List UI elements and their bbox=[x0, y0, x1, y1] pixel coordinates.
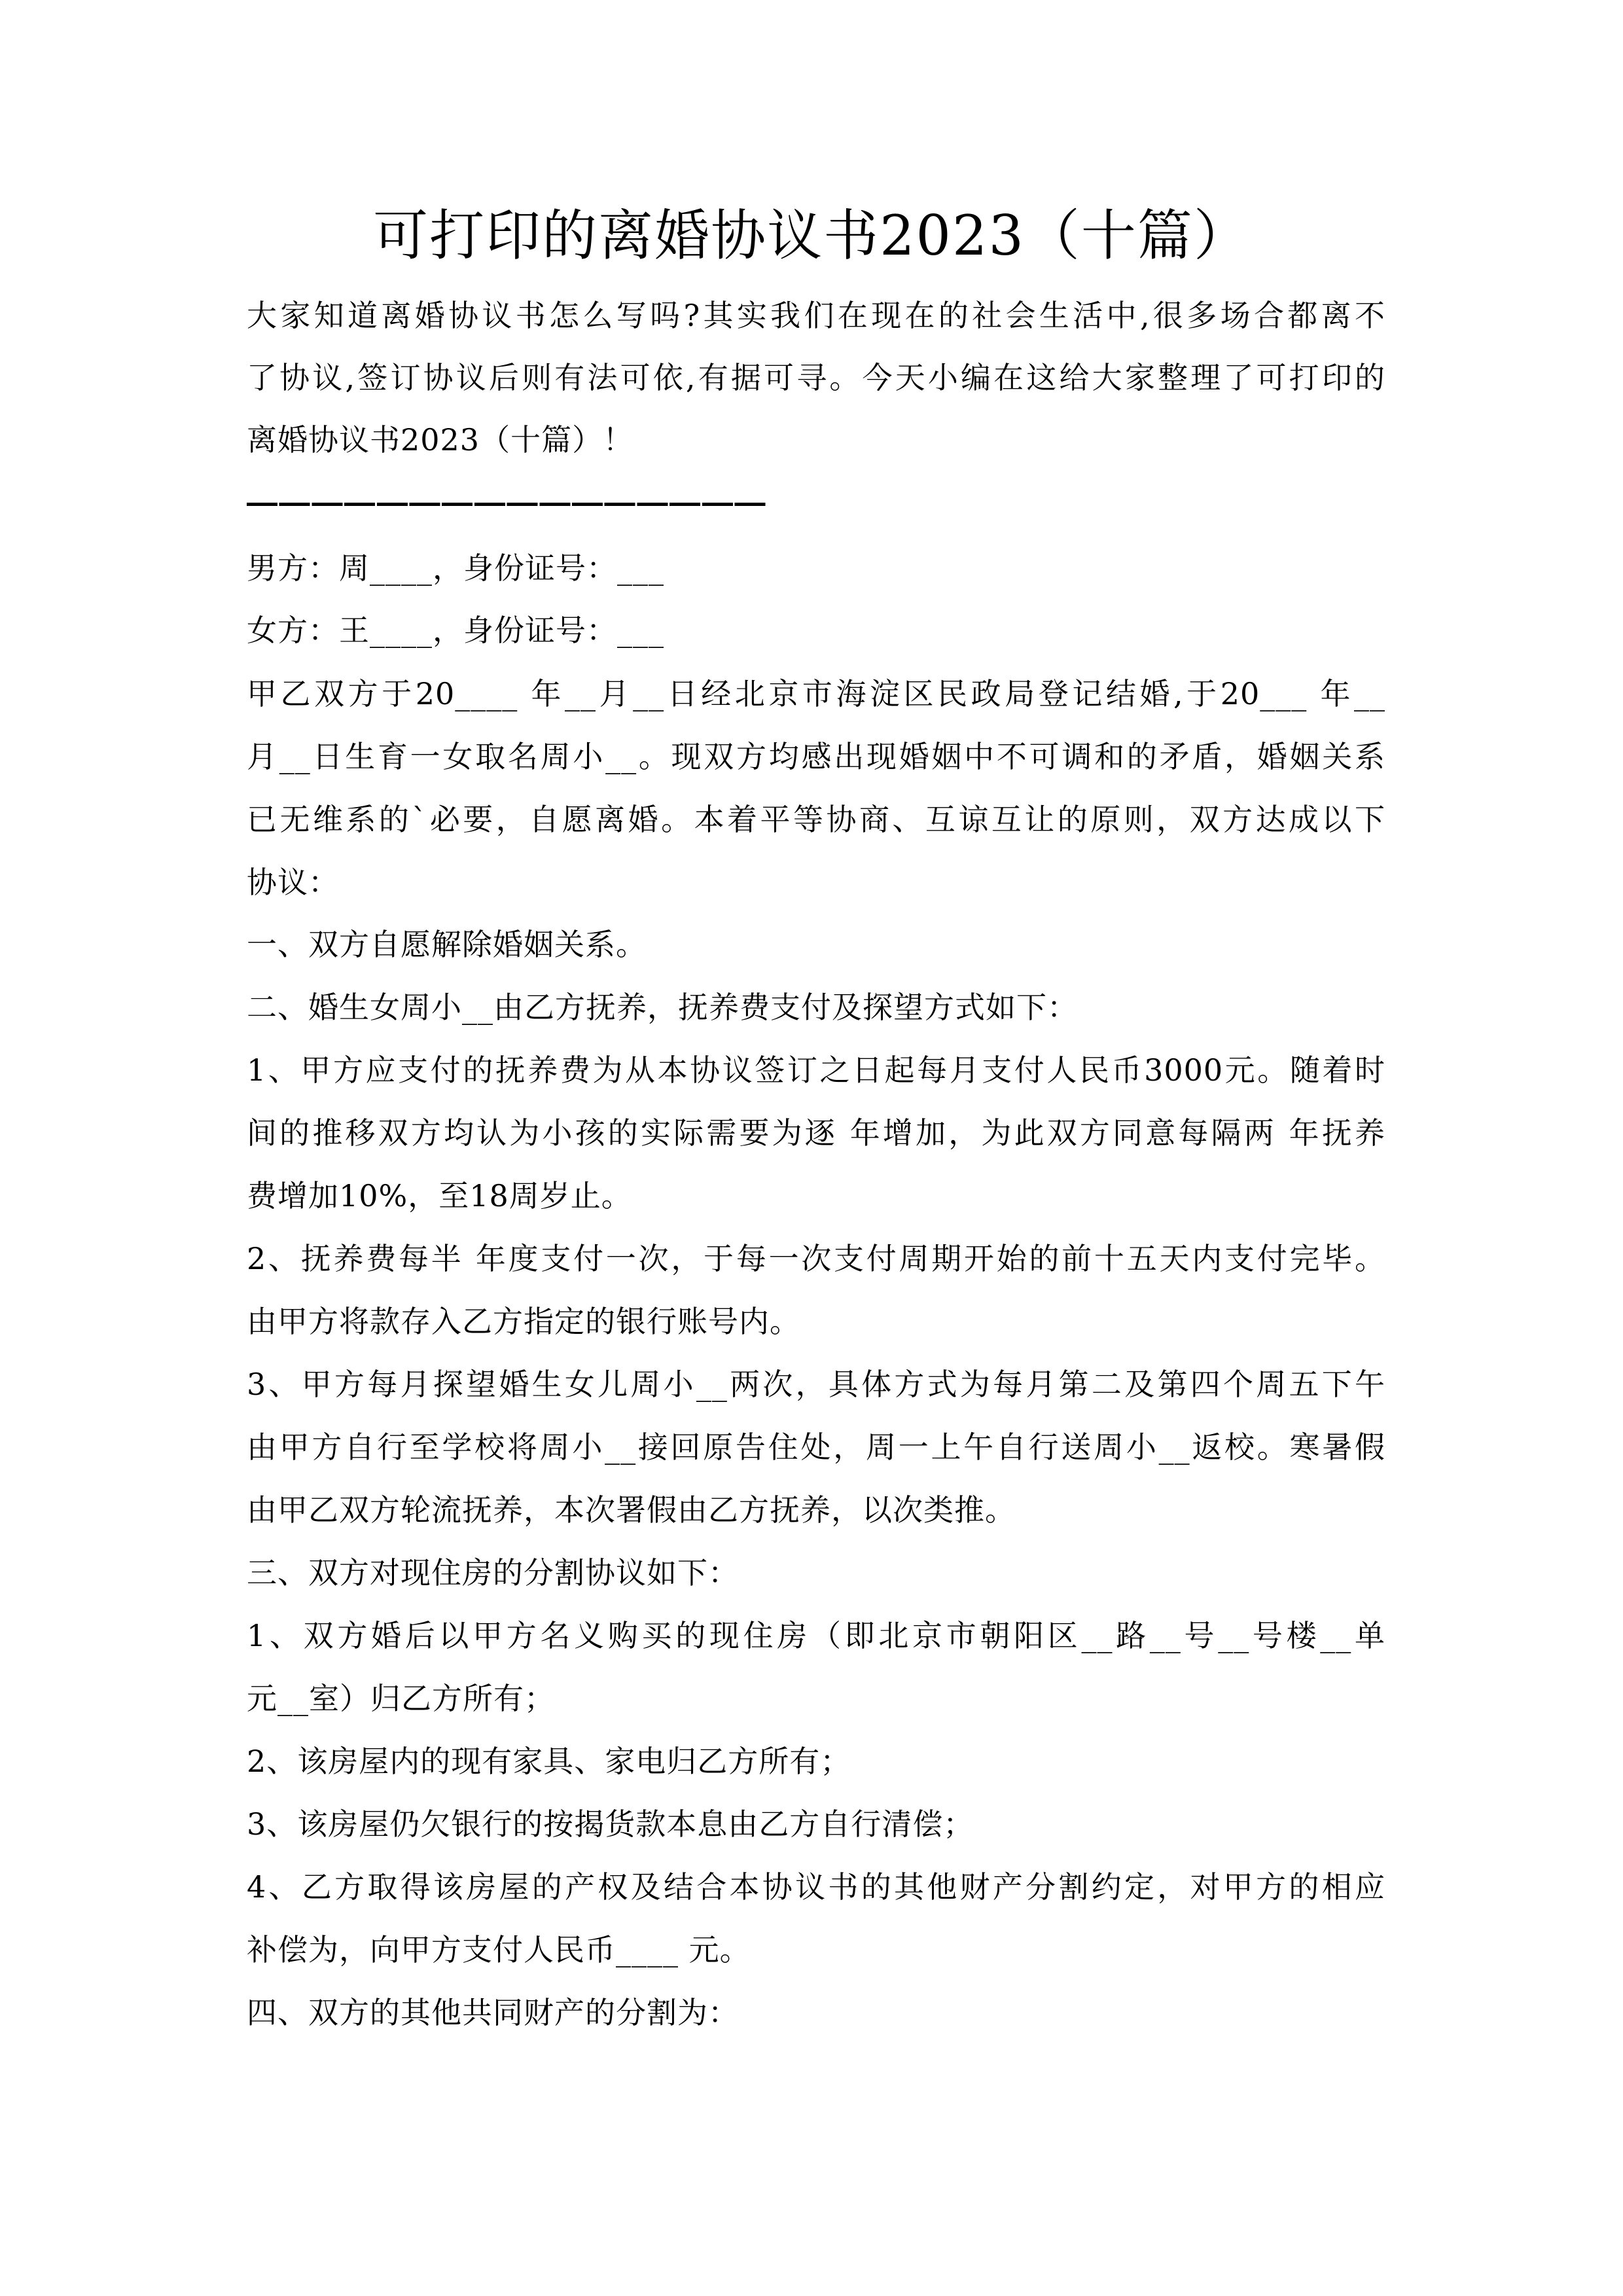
section-3-item-4-line-1: 4、乙方取得该房屋的产权及结合本协议书的其他财产分割约定，对甲方的相应 bbox=[247, 1869, 1385, 1905]
separator-line bbox=[247, 503, 767, 506]
male-party-line: 男方：周____，身份证号：___ bbox=[247, 550, 664, 586]
section-2-item-1-line-2: 间的推移双方均认为小孩的实际需要为逐 年增加，为此双方同意每隔两 年抚养 bbox=[247, 1115, 1385, 1151]
intro-line-1: 大家知道离婚协议书怎么写吗?其实我们在现在的社会生活中,很多场合都离不 bbox=[247, 298, 1385, 333]
section-2-item-3-line-2: 由甲方自行至学校将周小__接回原告住处，周一上午自行送周小__返校。寒暑假 bbox=[247, 1429, 1385, 1465]
section-2-item-3-line-3: 由甲乙双方轮流抚养，本次署假由乙方抚养，以次类推。 bbox=[247, 1492, 1016, 1528]
preamble-line-3: 已无维系的`必要，自愿离婚。本着平等协商、互谅互让的原则，双方达成以下 bbox=[247, 802, 1385, 837]
section-2-item-1-line-1: 1、甲方应支付的抚养费为从本协议签订之日起每月支付人民币3000元。随着时 bbox=[247, 1052, 1385, 1088]
section-2-heading: 二、婚生女周小__由乙方抚养，抚养费支付及探望方式如下： bbox=[247, 990, 1078, 1025]
section-2-item-2-line-2: 由甲方将款存入乙方指定的银行账号内。 bbox=[247, 1304, 800, 1339]
section-3-item-2-line-1: 2、该房屋内的现有家具、家电归乙方所有； bbox=[247, 1744, 851, 1779]
section-2-item-2-line-1: 2、抚养费每半 年度支付一次，于每一次支付周期开始的前十五天内支付完毕。 bbox=[247, 1241, 1385, 1276]
female-party-line: 女方：王____，身份证号：___ bbox=[247, 613, 664, 648]
intro-line-2: 了协议,签订协议后则有法可依,有据可寻。今天小编在这给大家整理了可打印的 bbox=[247, 360, 1385, 395]
section-3-item-4-line-2: 补偿为，向甲方支付人民币____ 元。 bbox=[247, 1932, 751, 1967]
document-title: 可打印的离婚协议书2023（十篇） bbox=[373, 204, 1250, 268]
section-3-item-1-line-1: 1、双方婚后以甲方名义购买的现住房（即北京市朝阳区__路__号__号楼__单 bbox=[247, 1618, 1385, 1653]
preamble-line-1: 甲乙双方于20____ 年__月__日经北京市海淀区民政局登记结婚,于20___ 年__ bbox=[247, 676, 1385, 711]
section-2-item-3-line-1: 3、甲方每月探望婚生女儿周小__两次，具体方式为每月第二及第四个周五下午 bbox=[247, 1367, 1385, 1402]
section-1-heading: 一、双方自愿解除婚姻关系。 bbox=[247, 927, 647, 962]
section-3-item-3-line-1: 3、该房屋仍欠银行的按揭货款本息由乙方自行清偿； bbox=[247, 1806, 974, 1842]
section-2-item-1-line-3: 费增加10%，至18周岁止。 bbox=[247, 1178, 632, 1213]
intro-line-3: 离婚协议书2023（十篇）！ bbox=[247, 422, 634, 457]
section-4-heading: 四、双方的其他共同财产的分割为： bbox=[247, 1995, 739, 2030]
preamble-line-4: 协议： bbox=[247, 865, 339, 900]
section-3-heading: 三、双方对现住房的分割协议如下： bbox=[247, 1555, 739, 1590]
section-3-item-1-line-2: 元__室）归乙方所有； bbox=[247, 1681, 555, 1716]
preamble-line-2: 月__日生育一女取名周小__。现双方均感出现婚姻中不可调和的矛盾，婚姻关系 bbox=[247, 739, 1385, 774]
